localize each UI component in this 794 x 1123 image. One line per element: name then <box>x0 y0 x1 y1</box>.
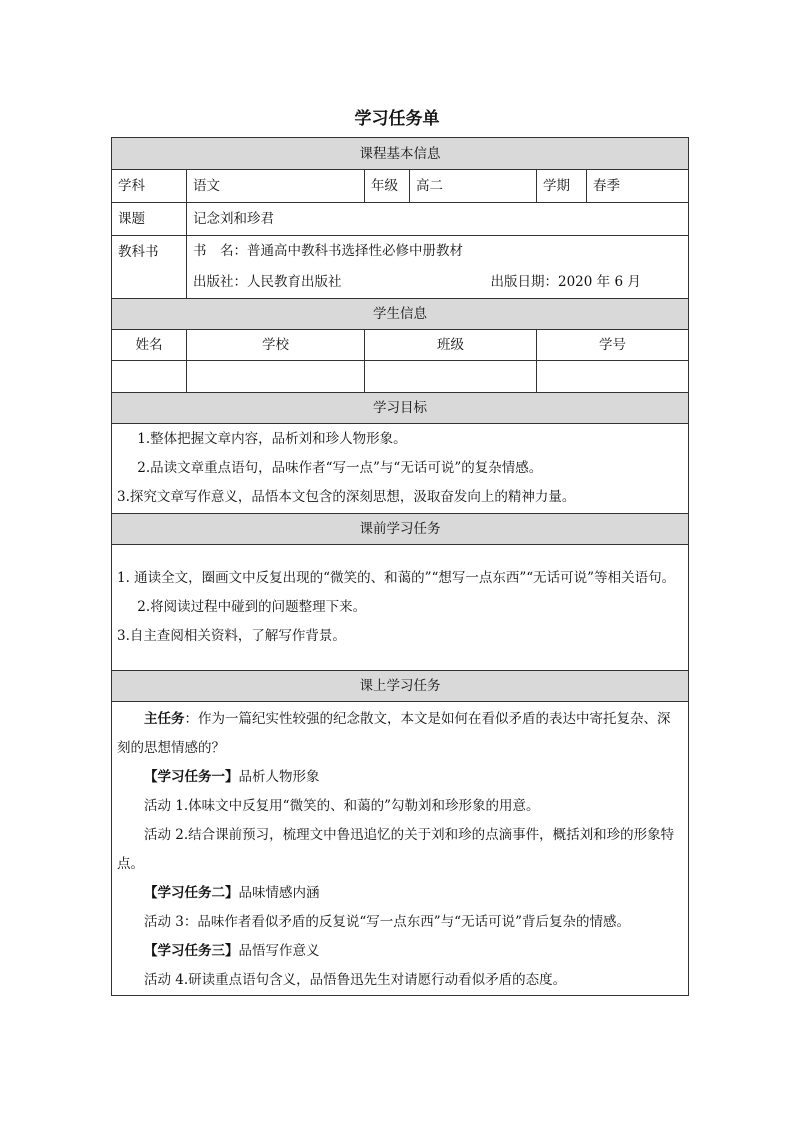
activity-1: 活动 1.体味文中反复用“微笑的、和蔼的”勾勒刘和珍形象的用意。 <box>144 798 540 814</box>
topic-label: 课题 <box>112 203 187 236</box>
pre-class-item: 2.将阅读过程中碰到的问题整理下来。 <box>137 599 367 615</box>
term-label: 学期 <box>537 170 587 203</box>
goal-item: 2.品读文章重点语句，品味作者“写一点”与“无话可说”的复杂情感。 <box>137 460 543 476</box>
term-value: 春季 <box>587 170 689 203</box>
activity-2: 活动 2.结合课前预习，梳理文中鲁迅追忆的关于刘和珍的点滴事件，概括刘和珍的形象特点。 <box>117 827 675 872</box>
task3-label: 【学习任务三】 <box>144 943 239 959</box>
goal-item: 1.整体把握文章内容，品析刘和珍人物形象。 <box>137 431 407 447</box>
task-table <box>111 137 689 996</box>
goals-content <box>112 424 689 514</box>
student-id-field[interactable] <box>537 361 689 393</box>
in-class-header: 课上学习任务 <box>112 671 689 702</box>
subject-value: 语文 <box>187 170 365 203</box>
subject-label: 学科 <box>112 170 187 203</box>
pre-class-item: 3.自主查阅相关资料，了解写作背景。 <box>117 628 346 644</box>
col-name: 姓名 <box>112 330 187 361</box>
pre-class-header: 课前学习任务 <box>112 514 689 545</box>
grade-label: 年级 <box>365 170 410 203</box>
page-title: 学习任务单 <box>354 109 440 129</box>
grade-value: 高二 <box>410 170 537 203</box>
task2-text: 品味情感内涵 <box>238 885 320 901</box>
student-info-header: 学生信息 <box>112 299 689 330</box>
main-task-text: ：作为一篇纪实性较强的纪念散文，本文是如何在看似矛盾的表达中寄托复杂、深刻的思想情感的？ <box>117 711 671 756</box>
main-task-label: 主任务 <box>144 711 185 727</box>
publisher: 出版社：人民教育出版社 <box>187 267 485 299</box>
goal-item: 3.探究文章写作意义，品悟本文包含的深刻思想，汲取奋发向上的精神力量。 <box>117 489 576 505</box>
class-field[interactable] <box>365 361 537 393</box>
col-class: 班级 <box>365 330 537 361</box>
task1-label: 【学习任务一】 <box>144 769 239 785</box>
task1-text: 品析人物形象 <box>238 769 320 785</box>
task2-label: 【学习任务二】 <box>144 885 239 901</box>
topic-value: 记念刘和珍君 <box>187 203 689 236</box>
pre-class-item: 1. 通读全文，圈画文中反复出现的“微笑的、和蔼的”“想写一点东西”“无话可说”等相关语句。 <box>117 570 676 586</box>
pub-date: 出版日期：2020 年 6 月 <box>485 267 689 299</box>
goals-header: 学习目标 <box>112 393 689 424</box>
task3-text: 品悟写作意义 <box>238 943 320 959</box>
school-field[interactable] <box>187 361 365 393</box>
textbook-label: 教科书 <box>112 236 187 299</box>
in-class-content <box>112 702 689 996</box>
course-info-header: 课程基本信息 <box>112 138 689 170</box>
col-school: 学校 <box>187 330 365 361</box>
name-field[interactable] <box>112 361 187 393</box>
col-id: 学号 <box>537 330 689 361</box>
activity-3: 活动 3：品味作者看似矛盾的反复说“写一点东西”与“无话可说”背后复杂的情感。 <box>144 914 630 930</box>
activity-4: 活动 4.研读重点语句含义，品悟鲁迅先生对请愿行动看似矛盾的态度。 <box>144 972 567 988</box>
pre-class-content <box>112 545 689 671</box>
book-name: 书 名：普通高中教科书选择性必修中册教材 <box>187 236 689 267</box>
